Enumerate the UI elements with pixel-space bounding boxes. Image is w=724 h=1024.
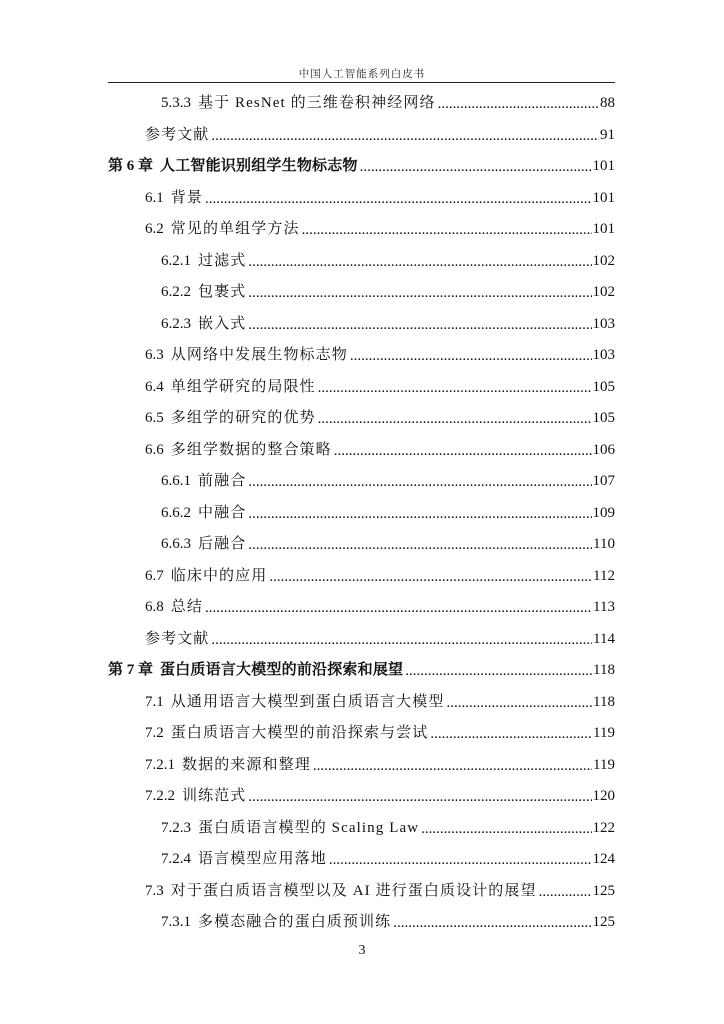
toc-entry-page: 101 bbox=[592, 189, 615, 206]
toc-entry-page: 101 bbox=[592, 221, 615, 237]
toc-entry[interactable] bbox=[0, 529, 615, 553]
toc-entry-number: 7.2.2 bbox=[145, 788, 175, 804]
toc-entry-title: 人工智能识别组学生物标志物 bbox=[160, 158, 358, 174]
toc-entry-number: 7.1 bbox=[145, 693, 164, 710]
toc-dot-leader bbox=[334, 446, 592, 456]
toc-dot-leader bbox=[211, 131, 599, 141]
toc-entry-number: 7.2 bbox=[145, 725, 164, 741]
toc-entry-title: 对于蛋白质语言模型以及 AI 进行蛋白质设计的展望 bbox=[170, 882, 537, 899]
toc-entry-page: 109 bbox=[592, 504, 615, 521]
toc-entry-number: 第 6 章 bbox=[108, 158, 154, 174]
toc-entry-number: 6.6 bbox=[145, 441, 164, 458]
toc-entry[interactable] bbox=[0, 246, 615, 270]
toc-entry-number: 6.6.1 bbox=[161, 473, 191, 489]
toc-entry-number: 5.3.3 bbox=[161, 95, 191, 111]
toc-entry-page: 114 bbox=[593, 630, 615, 647]
toc-entry-title: 常见的单组学方法 bbox=[170, 221, 300, 237]
toc-entry-page: 103 bbox=[592, 315, 615, 332]
toc-entry-number: 6.2.3 bbox=[161, 315, 191, 332]
toc-entry-page: 105 bbox=[592, 378, 615, 395]
toc-entry-page: 105 bbox=[592, 410, 615, 426]
toc-entry-page: 88 bbox=[600, 95, 615, 111]
toc-entry[interactable] bbox=[0, 498, 615, 522]
toc-entry-number: 6.6.2 bbox=[161, 504, 191, 521]
toc-entry[interactable] bbox=[0, 844, 615, 868]
toc-entry[interactable] bbox=[0, 88, 615, 112]
toc-entry-page: 91 bbox=[600, 126, 615, 143]
toc-entry-page: 119 bbox=[593, 725, 615, 741]
toc-entry[interactable] bbox=[0, 876, 615, 900]
toc-entry[interactable] bbox=[0, 907, 615, 931]
running-header: 中国人工智能系列白皮书 bbox=[298, 69, 426, 80]
toc-entry-page: 112 bbox=[593, 567, 615, 584]
toc-entry-page: 102 bbox=[592, 252, 615, 269]
toc-entry-page: 119 bbox=[593, 756, 615, 773]
toc-entry[interactable] bbox=[0, 340, 615, 364]
toc-entry[interactable] bbox=[0, 655, 615, 679]
toc-dot-leader bbox=[318, 414, 592, 424]
toc-entry-title: 语言模型应用落地 bbox=[198, 851, 327, 867]
toc-entry-title: 蛋白质语言大模型的前沿探索和展望 bbox=[160, 662, 404, 678]
toc-entry-title: 嵌入式 bbox=[198, 315, 247, 332]
toc-entry-number: 第 7 章 bbox=[108, 662, 154, 678]
toc-entry-page: 124 bbox=[592, 851, 615, 867]
toc-entry-title: 背景 bbox=[170, 189, 203, 206]
toc-entry[interactable] bbox=[0, 120, 615, 144]
toc-entry[interactable] bbox=[0, 718, 615, 742]
toc-entry-number: 6.2 bbox=[145, 221, 164, 237]
toc-entry-number: 7.3 bbox=[145, 882, 164, 899]
toc-dot-leader bbox=[248, 540, 592, 550]
toc-entry[interactable] bbox=[0, 435, 615, 459]
toc-entry-title: 多组学的研究的优势 bbox=[170, 410, 316, 426]
toc-entry-title: 基于 ResNet 的三维卷积神经网络 bbox=[198, 95, 436, 111]
toc-dot-leader bbox=[405, 666, 592, 676]
toc-dot-leader bbox=[318, 383, 592, 393]
toc-entry-title: 过滤式 bbox=[198, 252, 247, 269]
toc-dot-leader bbox=[248, 509, 591, 519]
toc-entry[interactable] bbox=[0, 687, 615, 711]
toc-dot-leader bbox=[329, 855, 592, 865]
toc-dot-leader bbox=[269, 572, 592, 582]
toc-entry-title: 单组学研究的局限性 bbox=[170, 378, 316, 395]
toc-entry-page: 118 bbox=[593, 693, 615, 710]
toc-dot-leader bbox=[205, 603, 592, 613]
toc-entry[interactable] bbox=[0, 813, 615, 837]
toc-dot-leader bbox=[393, 918, 591, 928]
toc-dot-leader bbox=[350, 351, 592, 361]
toc-entry-title: 包裹式 bbox=[198, 284, 247, 300]
toc-dot-leader bbox=[205, 194, 592, 204]
toc-entry[interactable] bbox=[0, 309, 615, 333]
toc-entry-number: 6.8 bbox=[145, 599, 164, 615]
toc-entry[interactable] bbox=[0, 781, 615, 805]
toc-dot-leader bbox=[313, 761, 592, 771]
toc-entry-number: 6.3 bbox=[145, 347, 164, 363]
toc-entry[interactable] bbox=[0, 372, 615, 396]
toc-entry-page: 101 bbox=[592, 158, 615, 174]
toc-entry-title: 后融合 bbox=[198, 536, 247, 552]
toc-entry[interactable] bbox=[0, 183, 615, 207]
toc-dot-leader bbox=[438, 99, 599, 109]
toc-entry-number: 6.4 bbox=[145, 378, 164, 395]
toc-entry-number: 7.2.4 bbox=[161, 851, 191, 867]
toc-entry[interactable] bbox=[0, 214, 615, 238]
toc-dot-leader bbox=[446, 698, 592, 708]
toc-entry-page: 106 bbox=[592, 441, 615, 458]
toc-dot-leader bbox=[248, 257, 591, 267]
toc-entry-number: 6.1 bbox=[145, 189, 164, 206]
toc-entry[interactable] bbox=[0, 466, 615, 490]
toc-entry-title: 参考文献 bbox=[145, 630, 210, 647]
toc-entry-title: 从通用语言大模型到蛋白质语言大模型 bbox=[170, 693, 445, 710]
toc-entry-number: 6.5 bbox=[145, 410, 164, 426]
toc-dot-leader bbox=[421, 824, 591, 834]
toc-dot-leader bbox=[248, 320, 591, 330]
toc-entry-number: 7.2.3 bbox=[161, 819, 191, 836]
toc-entry[interactable] bbox=[0, 592, 615, 616]
toc-entry[interactable] bbox=[0, 403, 615, 427]
toc-entry-title: 训练范式 bbox=[182, 788, 247, 804]
toc-dot-leader bbox=[430, 729, 592, 739]
toc-entry[interactable] bbox=[0, 750, 615, 774]
page-number: 3 bbox=[358, 943, 366, 958]
toc-entry-page: 120 bbox=[592, 788, 615, 804]
toc-entry-title: 从网络中发展生物标志物 bbox=[170, 347, 348, 363]
toc-entry[interactable] bbox=[0, 624, 615, 648]
toc-entry[interactable] bbox=[0, 561, 615, 585]
toc-dot-leader bbox=[539, 887, 592, 897]
toc-entry-title: 中融合 bbox=[198, 504, 247, 521]
toc-entry-title: 临床中的应用 bbox=[170, 567, 268, 584]
toc-dot-leader bbox=[211, 635, 592, 645]
toc-dot-leader bbox=[248, 477, 591, 487]
toc-entry-number: 6.2.1 bbox=[161, 252, 191, 269]
toc-entry-title: 参考文献 bbox=[145, 126, 210, 143]
toc-entry-page: 125 bbox=[592, 882, 615, 899]
header-rule bbox=[108, 82, 615, 83]
toc-entry-page: 107 bbox=[592, 473, 615, 489]
toc-entry[interactable] bbox=[0, 277, 615, 301]
toc-entry-number: 6.7 bbox=[145, 567, 164, 584]
toc-entry-title: 总结 bbox=[170, 599, 203, 615]
toc-entry-title: 多组学数据的整合策略 bbox=[170, 441, 332, 458]
toc-entry-page: 110 bbox=[593, 536, 615, 552]
toc-dot-leader bbox=[360, 162, 592, 172]
toc-entry-title: 前融合 bbox=[198, 473, 247, 489]
toc-dot-leader bbox=[248, 792, 591, 802]
toc-entry-page: 118 bbox=[593, 662, 615, 678]
toc-dot-leader bbox=[248, 288, 591, 298]
toc-entry-title: 多模态融合的蛋白质预训练 bbox=[198, 914, 392, 930]
toc-entry-title: 蛋白质语言模型的 Scaling Law bbox=[198, 819, 420, 836]
toc-entry-number: 7.2.1 bbox=[145, 756, 175, 773]
toc-entry-page: 103 bbox=[592, 347, 615, 363]
toc-entry-number: 6.6.3 bbox=[161, 536, 191, 552]
toc-entry[interactable] bbox=[0, 151, 615, 175]
toc-entry-page: 102 bbox=[592, 284, 615, 300]
toc-entry-page: 125 bbox=[592, 914, 615, 930]
toc-entry-page: 113 bbox=[593, 599, 615, 615]
toc-dot-leader bbox=[302, 225, 592, 235]
toc-entry-title: 数据的来源和整理 bbox=[182, 756, 311, 773]
toc-entry-number: 6.2.2 bbox=[161, 284, 191, 300]
toc-entry-number: 7.3.1 bbox=[161, 914, 191, 930]
toc-entry-page: 122 bbox=[592, 819, 615, 836]
toc-entry-title: 蛋白质语言大模型的前沿探索与尝试 bbox=[170, 725, 429, 741]
